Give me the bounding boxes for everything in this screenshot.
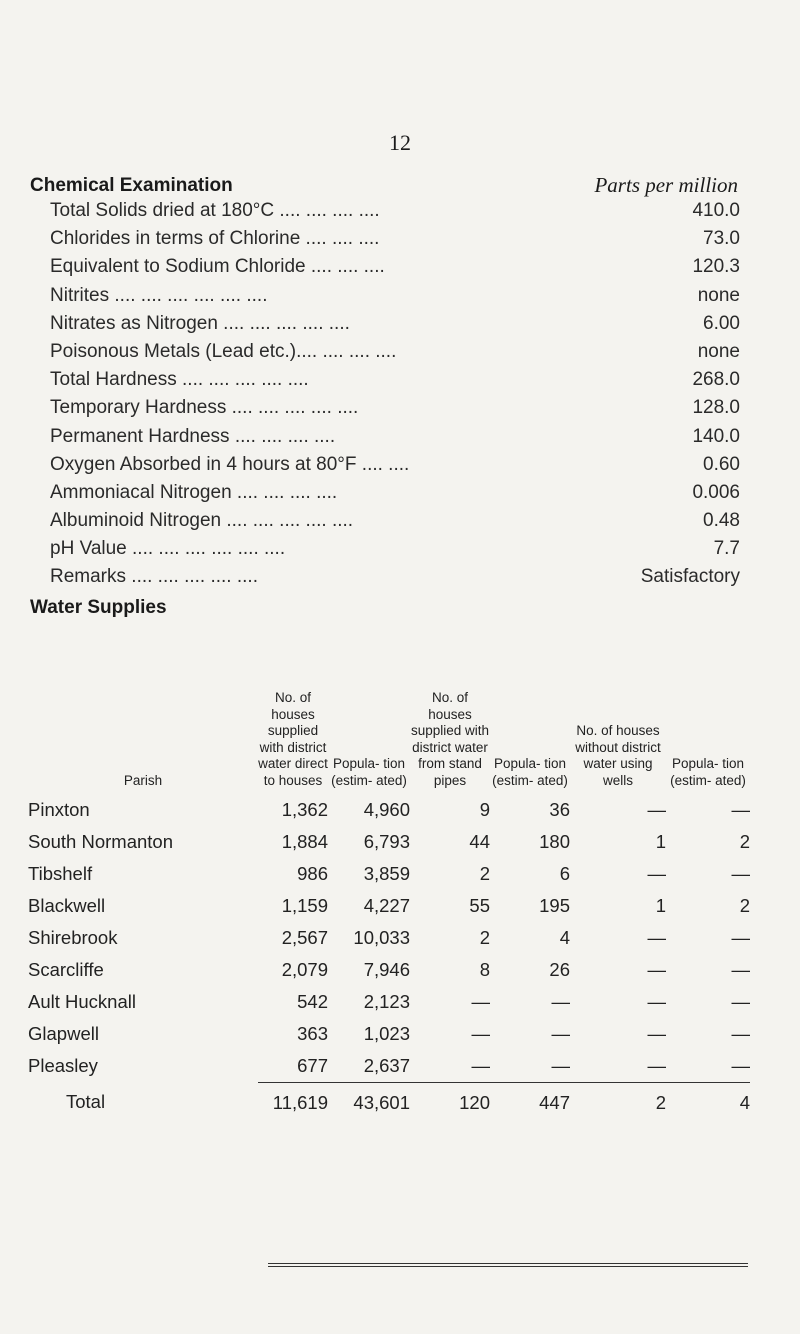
- chem-value: 268.0: [692, 369, 740, 391]
- chem-label: Albuminoid Nitrogen .... .... .... .... ....: [50, 510, 354, 532]
- table-row: [28, 1018, 750, 1050]
- table-cell: 55: [469, 894, 490, 916]
- table-header-row: [28, 690, 750, 794]
- parish-cell: South Normanton: [28, 830, 174, 852]
- chem-row: [50, 369, 740, 397]
- chem-row: [50, 566, 740, 594]
- table-cell: —: [647, 958, 666, 980]
- chem-value: none: [697, 284, 740, 306]
- parish-cell: Blackwell: [28, 894, 106, 916]
- table-cell: 1: [655, 830, 666, 852]
- table-cell: 363: [297, 1022, 328, 1044]
- bottom-double-rule: [268, 1263, 748, 1267]
- table-cell: 1,362: [281, 798, 328, 820]
- column-header: Popula- tion (estim- ated): [670, 756, 746, 788]
- chem-label: Temporary Hardness .... .... .... .... ....: [50, 397, 359, 419]
- table-cell: 1: [655, 894, 666, 916]
- chem-label: Ammoniacal Nitrogen .... .... .... ....: [50, 481, 338, 503]
- total-cell: 120: [410, 1082, 490, 1123]
- chem-row: [50, 256, 740, 284]
- parish-cell: Scarcliffe: [28, 958, 104, 980]
- chem-value: 0.60: [703, 453, 740, 475]
- table-cell: —: [471, 1054, 490, 1076]
- table-row: [28, 826, 750, 858]
- table-cell: 2: [739, 830, 750, 852]
- table-cell: —: [731, 1022, 750, 1044]
- chem-label: pH Value .... .... .... .... .... ....: [50, 538, 286, 560]
- table-cell: —: [731, 798, 750, 820]
- chem-row: [50, 482, 740, 510]
- table-cell: 2: [739, 894, 750, 916]
- table-cell: 2,079: [281, 958, 328, 980]
- table-cell: 2,567: [281, 926, 328, 948]
- table-cell: 1,159: [281, 894, 328, 916]
- total-cell: 4: [666, 1082, 750, 1123]
- chem-label: Remarks .... .... .... .... ....: [50, 566, 258, 588]
- chem-value: 120.3: [692, 256, 740, 278]
- column-header: Popula- tion (estim- ated): [492, 756, 568, 788]
- table-cell: 7,946: [363, 958, 410, 980]
- table-cell: 26: [549, 958, 570, 980]
- chem-label: Permanent Hardness .... .... .... ....: [50, 425, 336, 447]
- chem-value: 140.0: [692, 425, 740, 447]
- total-label: Total: [66, 1091, 106, 1113]
- table-cell: 9: [479, 798, 490, 820]
- table-cell: 2,123: [363, 990, 410, 1012]
- chem-row: [50, 285, 740, 313]
- chemical-results-list: [50, 200, 740, 595]
- table-cell: 44: [469, 830, 490, 852]
- chem-row: [50, 454, 740, 482]
- table-cell: —: [551, 1022, 570, 1044]
- water-supplies-table: [28, 690, 750, 1123]
- table-cell: 195: [539, 894, 570, 916]
- table-cell: —: [551, 1054, 570, 1076]
- table-cell: —: [647, 1054, 666, 1076]
- table-cell: 677: [297, 1054, 328, 1076]
- total-row: [28, 1082, 750, 1123]
- table-cell: 4,227: [363, 894, 410, 916]
- table-cell: 2: [479, 862, 490, 884]
- chem-row: [50, 313, 740, 341]
- table-cell: 2,637: [363, 1054, 410, 1076]
- table-cell: —: [731, 862, 750, 884]
- table-cell: —: [647, 990, 666, 1012]
- table-cell: 36: [549, 798, 570, 820]
- table-cell: 8: [479, 958, 490, 980]
- chem-value: Satisfactory: [640, 566, 740, 588]
- table-cell: 1,023: [363, 1022, 410, 1044]
- chem-row: [50, 510, 740, 538]
- chem-label: Nitrates as Nitrogen .... .... .... .... ....: [50, 312, 350, 334]
- chem-label: Oxygen Absorbed in 4 hours at 80°F .... ....: [50, 453, 410, 475]
- column-header: No. of houses without district water using wells: [575, 723, 661, 788]
- table-cell: —: [471, 1022, 490, 1044]
- chem-value: 410.0: [692, 200, 740, 221]
- table-cell: 4: [559, 926, 570, 948]
- chem-label: Total Solids dried at 180°C .... .... .... ....: [50, 200, 380, 221]
- chem-row: [50, 397, 740, 425]
- column-header: No. of houses supplied with district water from stand pipes: [410, 690, 490, 788]
- table-cell: —: [731, 958, 750, 980]
- chem-label: Equivalent to Sodium Chloride .... .... ....: [50, 256, 385, 278]
- chem-row: [50, 538, 740, 566]
- table-cell: 1,884: [281, 830, 328, 852]
- column-header: No. of houses supplied with district water direct to houses: [258, 690, 328, 788]
- total-cell: 11,619: [258, 1082, 328, 1123]
- chem-value: 7.7: [713, 538, 740, 560]
- chem-label: Total Hardness .... .... .... .... ....: [50, 369, 309, 391]
- total-cell: 2: [570, 1082, 666, 1123]
- table-row: [28, 794, 750, 826]
- parish-cell: Shirebrook: [28, 926, 118, 948]
- chem-value: 0.006: [692, 481, 740, 503]
- chemical-examination-heading: Chemical Examination: [30, 175, 233, 196]
- table-cell: —: [731, 1054, 750, 1076]
- table-cell: 3,859: [363, 862, 410, 884]
- table-row: [28, 954, 750, 986]
- table-row: [28, 890, 750, 922]
- table-cell: 986: [297, 862, 328, 884]
- total-cell: 43,601: [328, 1082, 410, 1123]
- chem-row: [50, 341, 740, 369]
- chem-label: Chlorides in terms of Chlorine .... .... ....: [50, 228, 380, 250]
- table-row: [28, 986, 750, 1018]
- page-number: 12: [389, 130, 411, 155]
- parish-cell: Pinxton: [28, 798, 90, 820]
- chem-value: 73.0: [703, 228, 740, 250]
- chem-row: [50, 426, 740, 454]
- table-cell: —: [731, 926, 750, 948]
- table-cell: —: [471, 990, 490, 1012]
- chem-row: [50, 228, 740, 256]
- table-row: [28, 858, 750, 890]
- table-cell: 6,793: [363, 830, 410, 852]
- table-cell: 2: [479, 926, 490, 948]
- table-cell: 542: [297, 990, 328, 1012]
- column-header: Popula- tion (estim- ated): [331, 756, 407, 788]
- chem-value: 6.00: [703, 312, 740, 334]
- table-row: [28, 1050, 750, 1083]
- chem-label: Nitrites .... .... .... .... .... ....: [50, 284, 268, 306]
- table-cell: —: [647, 1022, 666, 1044]
- table-cell: —: [551, 990, 570, 1012]
- table-row: [28, 922, 750, 954]
- table-cell: 4,960: [363, 798, 410, 820]
- table-cell: —: [731, 990, 750, 1012]
- parish-cell: Glapwell: [28, 1022, 99, 1044]
- chem-value: 0.48: [703, 510, 740, 532]
- parish-cell: Tibshelf: [28, 862, 93, 884]
- column-header: Parish: [123, 772, 163, 788]
- parish-cell: Pleasley: [28, 1054, 98, 1076]
- table-cell: 10,033: [353, 926, 410, 948]
- table-cell: 180: [539, 830, 570, 852]
- chem-label: Poisonous Metals (Lead etc.).... .... .... ....: [50, 340, 397, 362]
- water-supplies-heading: Water Supplies: [30, 597, 167, 618]
- chem-row: [50, 200, 740, 228]
- table-cell: —: [647, 926, 666, 948]
- chem-value: none: [697, 340, 740, 362]
- table-cell: —: [647, 862, 666, 884]
- parish-cell: Ault Hucknall: [28, 990, 136, 1012]
- chem-value: 128.0: [692, 397, 740, 419]
- table-cell: 6: [559, 862, 570, 884]
- table-cell: —: [647, 798, 666, 820]
- total-cell: 447: [490, 1082, 570, 1123]
- units-heading: Parts per million: [594, 173, 738, 197]
